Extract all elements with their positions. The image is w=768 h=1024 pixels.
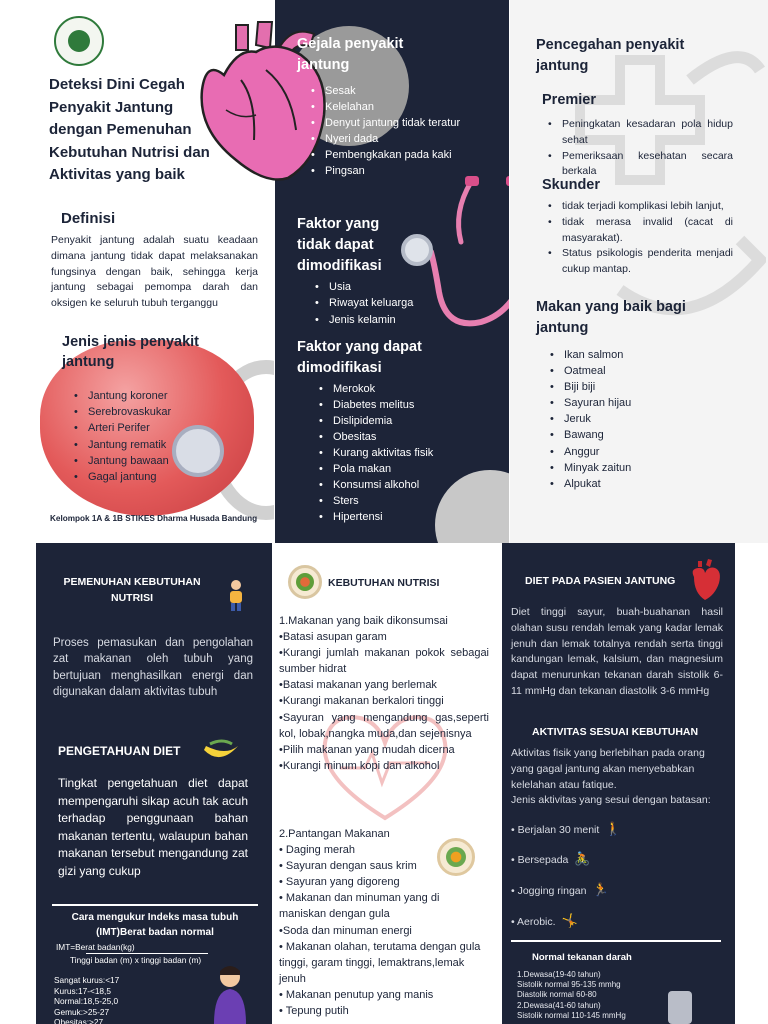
list-item: • Pingsan (311, 163, 471, 179)
activity-label: • Jogging ringan (511, 885, 587, 897)
skunder-list (548, 199, 733, 278)
jenis-heading: Jenis jenis penyakit jantung (62, 334, 200, 370)
aktivitas-text-line: Aktivitas fisik yang berlebihan pada orang yang gagal jantung akan menyebabkan kelelahan atau fatique. (511, 747, 705, 791)
stethoscope-illustration-icon (401, 172, 509, 332)
pemenuhan-text: Proses pemasukan dan pengolahan zat makanan oleh tubuh yang bertujuan menghasilkan energi dan digunakan dalam aktivitas tubuh (53, 637, 253, 698)
list-item: •Soda dan minuman energi (279, 924, 412, 937)
makan-list (550, 347, 631, 492)
activity-label: • Aerobic. (511, 916, 556, 928)
list-item: • Peningkatan kesadaran pola hidup sehat (548, 117, 733, 149)
list-item: Diastolik normal 60-80 (517, 990, 597, 1000)
bicycle-icon: 🚴 (574, 851, 591, 866)
list-item: • tidak terjadi komplikasi lebih lanjut, (548, 199, 733, 215)
list-item: •Kurangi minum kopi dan alkohol (279, 759, 440, 772)
list-item: 1.Dewasa(19-40 tahun) (517, 970, 601, 979)
list-item: • Oatmeal (550, 363, 631, 379)
list-item: • Sayuran yang digoreng (279, 876, 400, 889)
activity-item (511, 913, 578, 929)
list-item: • Makanan olahan, terutama dengan gula tinggi, garam tinggi, lemaktrans,lemak jenuh (279, 940, 481, 985)
premier-list (548, 117, 733, 180)
list-item: • Minyak zaitun (550, 460, 631, 476)
list-item: Sistolik normal 110-145 mmHg (517, 1010, 626, 1020)
decorative-circle (435, 470, 509, 543)
panel-diet-aktivitas (502, 543, 735, 1024)
list-item: • Sesak (311, 83, 471, 99)
aktivitas-text (511, 746, 729, 809)
list-item: • Makanan dan minuman yang di maniskan dengan gula (279, 892, 440, 921)
definisi-text: Penyakit jantung adalah suatu keadaan dimana jantung tidak dapat melaksanakan fungsinya dengan baik, sehingga kerja jantung sebagai pemompa darah dan oksigen ke seluruh tubuh terganggu (51, 234, 258, 310)
pengetahuan-diet-text: Tingkat pengetahuan diet dapat mempengaruhi sikap acuh tak acuh terhadap penggunaan bahan makanan tertentu, walaupun bahan makanan tersebut mengandung zat gizi yang cukup (58, 776, 248, 878)
section-title: 2.Pantangan Makanan (279, 828, 390, 840)
diet-pasien-text: Diet tinggi sayur, buah-buahanan hasil olahan susu rendah lemak yang kadar lemak jenuh dan lemak totalnya rendah serta tinggi kandungan lemak, kalsium, dan magnesium dapat menurunkan tekanan darah sistolik 6-11 mmHg dan tekanan diastolik 3-6 mmHg (511, 606, 723, 697)
panel-pencegahan (510, 0, 768, 543)
list-item: •Kurangi jumlah makanan pokok sebagai sumber hidrat (279, 647, 489, 676)
list-item: • Alpukat (550, 476, 631, 492)
list-item: Sistolik normal 95-135 mmhg (517, 980, 621, 990)
list-item: • Usia (315, 279, 413, 295)
imt-heading: Cara mengukur Indeks masa tubuh (IMT)Berat badan normal (71, 912, 239, 938)
list-item: • Jeruk (550, 411, 631, 427)
list-item: Normal:18,5-25,0 (54, 996, 119, 1006)
walking-icon: 🚶 (605, 821, 622, 836)
makan-heading: Makan yang baik bagi jantung (536, 299, 686, 336)
aktivitas-heading: AKTIVITAS SESUAI KEBUTUHAN (532, 726, 699, 738)
list-item: • Obesitas (319, 429, 433, 445)
activity-item (511, 821, 622, 837)
list-item: Kurus:17-<18,5 (54, 985, 111, 996)
divider (52, 904, 258, 906)
list-item: • Denyut jantung tidak teratur (311, 115, 471, 131)
blood-pressure-monitor-icon (668, 991, 692, 1024)
activity-item (511, 851, 591, 867)
definisi-heading: Definisi (61, 210, 116, 227)
list-item: •Kurangi makanan berkalori tinggi (279, 695, 444, 708)
list-item: • Serebrovaskukar (74, 404, 171, 420)
list-item: • Jantung rematik (74, 437, 171, 453)
list-item: Gemuk:>25-27 (54, 1006, 110, 1017)
list-item: • Dislipidemia (319, 413, 433, 429)
faktor-tidak-dapat-heading: Faktor yang tidak dapat dimodifikasi (297, 216, 382, 274)
list-item: • Gagal jantung (74, 469, 171, 485)
list-item: • Status psikologis penderita menjadi cukup mantap. (548, 246, 733, 278)
list-item: Sangat kurus:<17 (54, 975, 120, 985)
list-item: • Pembengkakan pada kaki (311, 147, 471, 163)
gejala-list (311, 83, 471, 179)
list-item: • Sayuran dengan saus krim (279, 860, 417, 873)
list-item: Obesitas:>27 (54, 1017, 104, 1024)
fraction-line (86, 953, 208, 954)
list-item: • Sters (319, 493, 433, 509)
activity-item (511, 882, 609, 898)
gejala-heading: Gejala penyakit jantung (297, 36, 404, 73)
list-item: • Arteri Perifer (74, 420, 171, 436)
child-icon (224, 578, 248, 612)
list-item: • Daging merah (279, 844, 356, 857)
salad-bowl-icon (288, 565, 322, 599)
list-item: • Jenis kelamin (315, 312, 413, 328)
list-item: • Merokok (319, 381, 433, 397)
pengetahuan-diet-heading: PENGETAHUAN DIET (58, 744, 181, 758)
panel-pemenuhan-nutrisi (36, 543, 272, 1024)
pencegahan-heading: Pencegahan penyakit jantung (536, 37, 685, 74)
imt-formula-denominator: Tinggi badan (m) x tinggi badan (m) (70, 955, 202, 965)
premier-heading: Premier (542, 92, 597, 108)
person-icon (210, 963, 250, 1024)
panel-kebutuhan-nutrisi (272, 543, 500, 1024)
activity-label: • Berjalan 30 menit (511, 824, 600, 836)
faktor-dapat-heading: Faktor yang dapat dimodifikasi (297, 339, 422, 376)
logo-emblem-icon (54, 16, 104, 66)
list-item: • Kelelahan (311, 99, 471, 115)
list-item: • Makanan penutup yang manis (279, 988, 434, 1001)
list-item: • Nyeri dada (311, 131, 471, 147)
kebutuhan-nutrisi-heading: KEBUTUHAN NUTRISI (328, 577, 440, 589)
list-item: •Batasi asupan garam (279, 631, 387, 644)
list-item: • Hipertensi (319, 509, 433, 525)
list-item: • Tepung putih (279, 1005, 349, 1018)
list-item: • Pemeriksaan kesehatan secara berkala (548, 149, 733, 181)
brochure-title: Deteksi Dini Cegah Penyakit Jantung dengan Pemenuhan Kebutuhan Nutrisi dan Aktivitas yang baik (49, 76, 210, 183)
activity-label: • Bersepada (511, 854, 569, 866)
footer-credit: Kelompok 1A & 1B STIKES Dharma Husada Bandung (50, 514, 258, 523)
aerobic-icon: 🤸 (561, 913, 578, 928)
imt-category-list (54, 975, 119, 1024)
skunder-heading: Skunder (542, 177, 601, 193)
list-item: • Jantung koroner (74, 388, 171, 404)
aktivitas-text-line: Jenis aktivitas yang sesui dengan batasan: (511, 794, 711, 807)
imt-formula-numerator: IMT=Berat badan(kg) (56, 942, 135, 952)
tekanan-darah-list (517, 970, 626, 1021)
banana-food-icon (202, 736, 240, 762)
divider (511, 940, 721, 942)
stethoscope-chestpiece-icon (172, 425, 224, 477)
list-item: • Biji biji (550, 379, 631, 395)
pantangan-section (279, 826, 489, 1019)
list-item: • Konsumsi alkohol (319, 477, 433, 493)
makanan-baik-section (279, 613, 489, 774)
red-heart-icon (688, 559, 722, 601)
section-title: 1.Makanan yang baik dikonsumsai (279, 615, 448, 627)
list-item: • tidak merasa invalid (cacat di masyarakat). (548, 215, 733, 247)
faktor-dapat-list (319, 381, 433, 525)
list-item: • Diabetes melitus (319, 397, 433, 413)
jogging-icon: 🏃 (592, 882, 609, 897)
list-item: • Kurang aktivitas fisik (319, 445, 433, 461)
diet-pasien-heading: DIET PADA PASIEN JANTUNG (525, 575, 676, 587)
list-item: • Anggur (550, 444, 631, 460)
list-item: •Batasi makanan yang berlemak (279, 679, 437, 692)
tekanan-darah-heading: Normal tekanan darah (532, 952, 632, 963)
list-item: •Pilih makanan yang mudah dicerna (279, 743, 455, 756)
list-item: • Bawang (550, 427, 631, 443)
list-item: • Pola makan (319, 461, 433, 477)
list-item: •Sayuran yang mengandung gas,seperti kol, lobak,nangka muda,dan sejenisnya (279, 711, 489, 740)
list-item: • Ikan salmon (550, 347, 631, 363)
list-item: • Jantung bawaan (74, 453, 171, 469)
list-item: • Sayuran hijau (550, 395, 631, 411)
list-item: • Riwayat keluarga (315, 295, 413, 311)
jenis-list (74, 388, 171, 485)
list-item: 2.Dewasa(41-60 tahun) (517, 1000, 601, 1010)
pemenuhan-heading: PEMENUHAN KEBUTUHAN NUTRISI (63, 576, 201, 604)
faktor-tidak-dapat-list (315, 279, 413, 328)
